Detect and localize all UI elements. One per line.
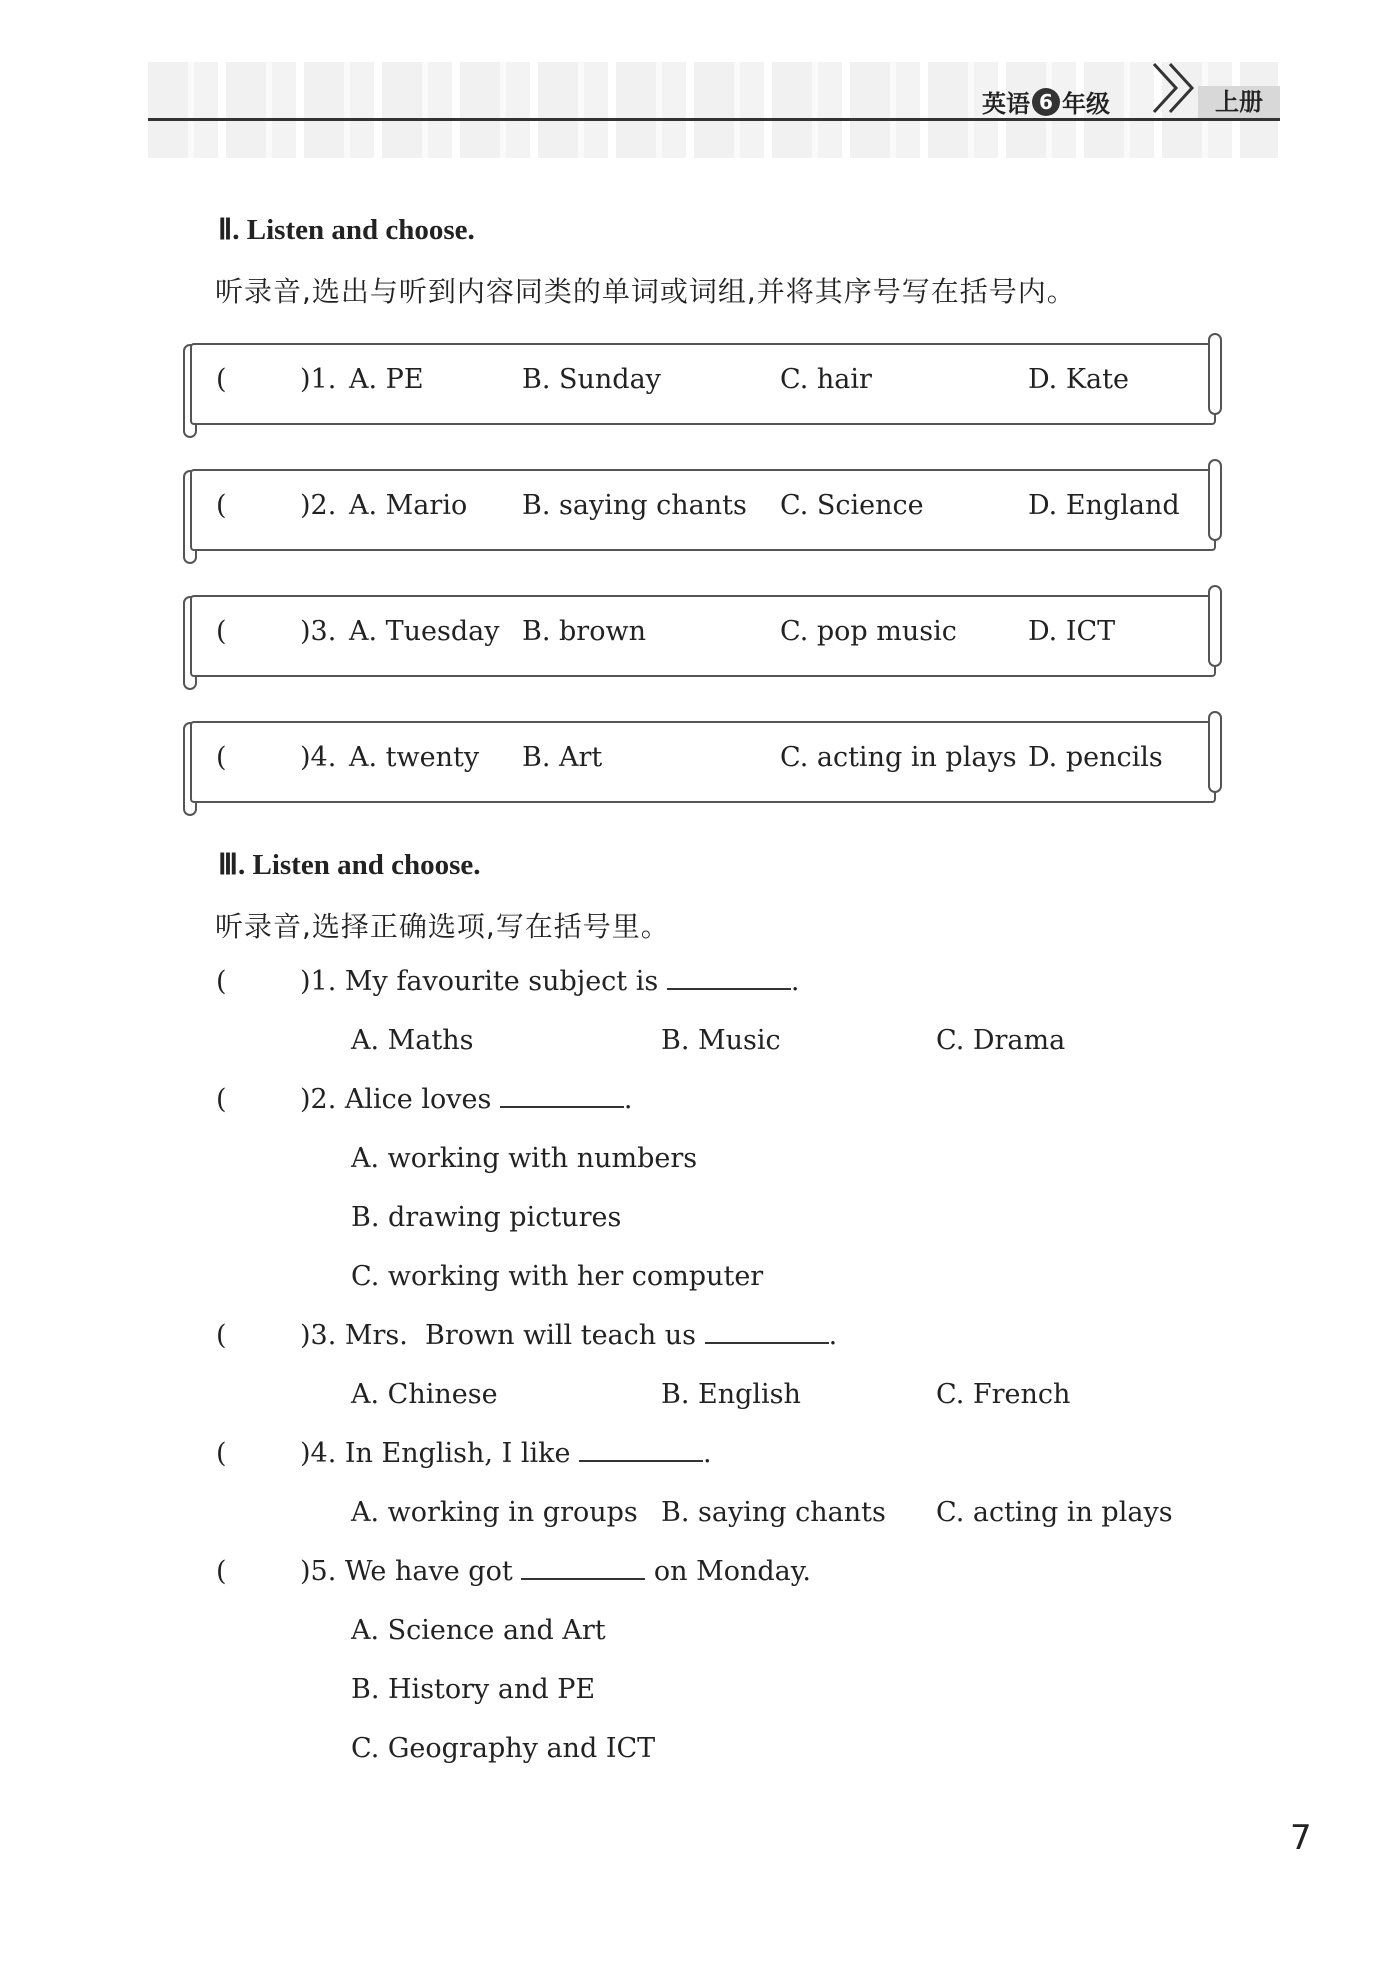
- stem-end: .: [790, 966, 800, 997]
- question-stem: [300, 1556, 811, 1587]
- question-stem: [300, 1320, 837, 1351]
- option-b: B. drawing pictures: [351, 1202, 622, 1233]
- section-3-title: Ⅲ. Listen and choose.: [218, 849, 481, 881]
- section-2-title: Ⅱ. Listen and choose.: [218, 214, 475, 246]
- option-b: B. brown: [522, 616, 646, 647]
- stem-end: .: [623, 1084, 633, 1115]
- stem-text: )1. My favourite subject is: [300, 966, 667, 997]
- option-a: A. twenty: [349, 742, 480, 773]
- question-stem: [300, 966, 799, 997]
- stem-end: .: [703, 1438, 712, 1469]
- option-a: A. working in groups: [351, 1497, 638, 1528]
- page-number: 7: [1290, 1818, 1312, 1858]
- option-c: C. Drama: [936, 1025, 1066, 1056]
- question-number: )2.: [300, 490, 337, 521]
- answer-paren: (: [216, 1320, 227, 1351]
- answer-paren: (: [216, 490, 227, 521]
- option-b: B. English: [661, 1379, 801, 1410]
- grade-suffix: 年级: [1062, 90, 1110, 118]
- stem-text: )2. Alice loves: [300, 1084, 500, 1115]
- option-d: D. Kate: [1028, 364, 1129, 395]
- option-b: B. Sunday: [522, 364, 661, 395]
- question-stem: [300, 1084, 632, 1115]
- answer-paren: (: [216, 1556, 227, 1587]
- scroll-curl-right: [1208, 711, 1222, 793]
- option-a: A. PE: [349, 364, 424, 395]
- option-c: C. Geography and ICT: [351, 1733, 656, 1764]
- answer-paren: (: [216, 966, 227, 997]
- option-a: A. Science and Art: [351, 1615, 606, 1646]
- option-c: C. pop music: [780, 616, 957, 647]
- question-number: )4.: [300, 742, 337, 773]
- question-stem: [300, 1438, 712, 1469]
- answer-blank: [667, 966, 791, 990]
- answer-blank: [705, 1320, 829, 1344]
- stem-end: on Monday.: [645, 1556, 811, 1587]
- option-b: B. saying chants: [522, 490, 747, 521]
- option-a: A. working with numbers: [351, 1143, 698, 1174]
- stem-end: .: [828, 1320, 838, 1351]
- option-c: C. French: [936, 1379, 1071, 1410]
- answer-blank: [521, 1556, 645, 1580]
- volume-label: 上册: [1198, 86, 1280, 118]
- section-2-instruction: 听录音,选出与听到内容同类的单词或词组,并将其序号写在括号内。: [215, 275, 1076, 308]
- scroll-curl-right: [1208, 459, 1222, 541]
- grade-number: 6: [1032, 88, 1060, 116]
- question-number: )1.: [300, 364, 337, 395]
- question-number: )3.: [300, 616, 337, 647]
- option-b: B. Music: [661, 1025, 781, 1056]
- option-b: B. Art: [522, 742, 603, 773]
- answer-blank: [579, 1438, 703, 1462]
- answer-paren: (: [216, 616, 227, 647]
- scroll-curl-right: [1208, 585, 1222, 667]
- option-a: A. Maths: [351, 1025, 474, 1056]
- answer-paren: (: [216, 1438, 227, 1469]
- option-a: A. Mario: [349, 490, 468, 521]
- option-a: A. Tuesday: [349, 616, 500, 647]
- answer-paren: (: [216, 1084, 227, 1115]
- option-d: D. England: [1028, 490, 1180, 521]
- stem-text: )3. Mrs. Brown will teach us: [300, 1320, 705, 1351]
- option-b: B. History and PE: [351, 1674, 596, 1705]
- answer-blank: [500, 1084, 624, 1108]
- option-b: B. saying chants: [661, 1497, 886, 1528]
- stem-text: )4. In English, I like: [300, 1438, 580, 1469]
- option-c: C. acting in plays: [780, 742, 1017, 773]
- option-c: C. acting in plays: [936, 1497, 1173, 1528]
- option-d: D. pencils: [1028, 742, 1163, 773]
- stem-text: )5. We have got: [300, 1556, 522, 1587]
- option-d: D. ICT: [1028, 616, 1116, 647]
- subject-label: 英语: [982, 90, 1030, 118]
- option-a: A. Chinese: [351, 1379, 498, 1410]
- section-3-instruction: 听录音,选择正确选项,写在括号里。: [215, 910, 670, 943]
- option-c: C. Science: [780, 490, 924, 521]
- header-rule: [148, 118, 1280, 121]
- answer-paren: (: [216, 364, 227, 395]
- book-label: [982, 84, 1110, 119]
- scroll-curl-right: [1208, 333, 1222, 415]
- answer-paren: (: [216, 742, 227, 773]
- option-c: C. hair: [780, 364, 872, 395]
- option-c: C. working with her computer: [351, 1261, 764, 1292]
